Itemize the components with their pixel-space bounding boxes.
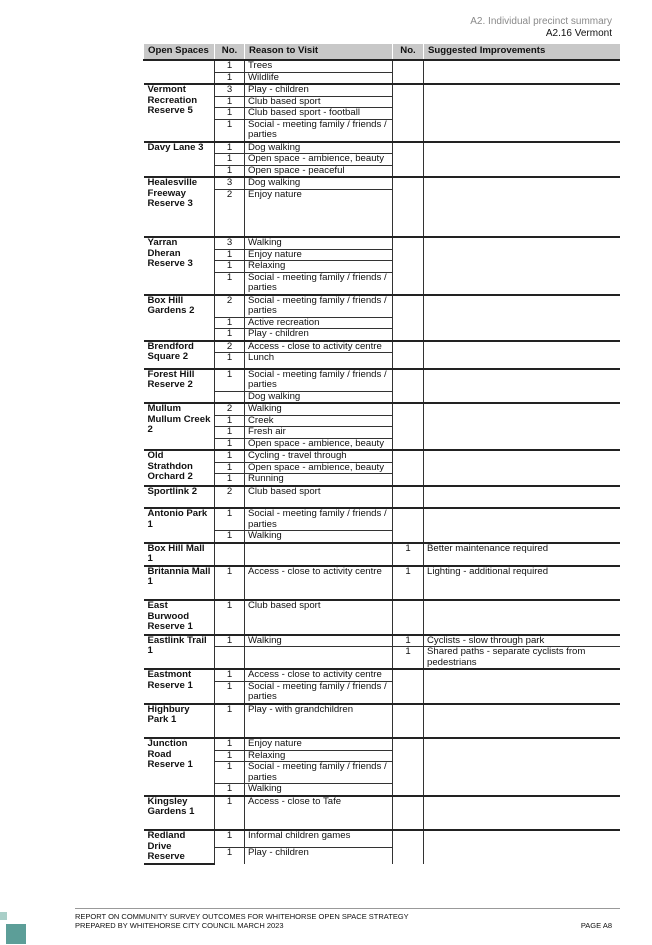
reason-to-visit: Relaxing [245, 750, 393, 762]
improvement-count [393, 762, 424, 784]
improvement-count [393, 830, 424, 847]
open-space-name: Davy Lane 3 [144, 142, 215, 178]
table-row [144, 438, 621, 450]
footer [75, 912, 409, 930]
improvement-count [393, 531, 424, 543]
open-space-name: Eastmont Reserve 1 [144, 669, 215, 704]
visit-count: 1 [215, 329, 245, 341]
open-space-name: Mullum Mullum Creek 2 [144, 403, 215, 450]
visit-count: 1 [215, 635, 245, 647]
table-row [144, 154, 621, 166]
suggested-improvement [424, 427, 621, 439]
open-space-name: Kingsley Gardens 1 [144, 796, 215, 831]
suggested-improvement [424, 438, 621, 450]
improvement-count: 1 [393, 543, 424, 566]
suggested-improvement [424, 784, 621, 796]
visit-count: 1 [215, 681, 245, 704]
table-row [144, 647, 621, 670]
table-row [144, 762, 621, 784]
improvement-count [393, 474, 424, 486]
reason-to-visit: Running [245, 474, 393, 486]
table-row [144, 531, 621, 543]
table-row [144, 142, 621, 154]
open-space-name: Forest Hill Reserve 2 [144, 369, 215, 404]
suggested-improvement [424, 762, 621, 784]
table-row [144, 317, 621, 329]
suggested-improvement [424, 295, 621, 318]
table-row [144, 681, 621, 704]
open-space-name: Britannia Mall 1 [144, 566, 215, 601]
visit-count: 1 [215, 566, 245, 601]
improvement-count [393, 84, 424, 96]
table-row [144, 189, 621, 237]
table-row [144, 462, 621, 474]
open-space-name: Yarran Dheran Reserve 3 [144, 237, 215, 295]
reason-to-visit: Play - with grandchildren [245, 704, 393, 739]
visit-count: 1 [215, 96, 245, 108]
suggested-improvement [424, 508, 621, 531]
suggested-improvement [424, 486, 621, 509]
reason-to-visit: Social - meeting family / friends / parties [245, 272, 393, 295]
improvement-count [393, 249, 424, 261]
suggested-improvement [424, 738, 621, 750]
subsection-title: A2.16 Vermont [545, 28, 612, 39]
visit-count: 2 [215, 189, 245, 237]
improvement-count [393, 847, 424, 863]
reason-to-visit [245, 647, 393, 670]
suggested-improvement [424, 108, 621, 120]
section-title: A2. Individual precinct summary [470, 16, 612, 27]
visit-count: 2 [215, 295, 245, 318]
table-row [144, 600, 621, 635]
open-space-name: East Burwood Reserve 1 [144, 600, 215, 635]
table-row [144, 84, 621, 96]
improvement-count [393, 119, 424, 142]
suggested-improvement [424, 474, 621, 486]
open-space-name: Vermont Recreation Reserve 5 [144, 84, 215, 142]
improvement-count: 1 [393, 635, 424, 647]
table-row [144, 669, 621, 681]
reason-to-visit: Social - meeting family / friends / parties [245, 508, 393, 531]
visit-count: 1 [215, 830, 245, 847]
visit-count: 1 [215, 60, 245, 72]
reason-to-visit: Club based sport - football [245, 108, 393, 120]
suggested-improvement [424, 189, 621, 237]
table-row [144, 784, 621, 796]
improvement-count [393, 295, 424, 318]
improvement-count [393, 60, 424, 72]
improvement-count [393, 450, 424, 462]
visit-count: 1 [215, 272, 245, 295]
visit-count: 2 [215, 403, 245, 415]
visit-count [215, 543, 245, 566]
table-row [144, 704, 621, 739]
suggested-improvement [424, 796, 621, 831]
suggested-improvement [424, 84, 621, 96]
table-row [144, 750, 621, 762]
table-row [144, 165, 621, 177]
open-space-name: Eastlink Trail 1 [144, 635, 215, 670]
table-row [144, 847, 621, 863]
suggested-improvement: Shared paths - separate cyclists from pedestrians [424, 647, 621, 670]
open-space-name: Box Hill Mall 1 [144, 543, 215, 566]
improvement-count [393, 438, 424, 450]
suggested-improvement [424, 165, 621, 177]
table-row [144, 566, 621, 601]
visit-count: 3 [215, 237, 245, 249]
improvement-count [393, 353, 424, 369]
suggested-improvement: Lighting - additional required [424, 566, 621, 601]
suggested-improvement [424, 60, 621, 72]
visit-count: 3 [215, 84, 245, 96]
suggested-improvement [424, 669, 621, 681]
visit-count: 1 [215, 415, 245, 427]
table-row [144, 403, 621, 415]
improvement-count [393, 108, 424, 120]
table-row [144, 543, 621, 566]
reason-to-visit: Open space - peaceful [245, 165, 393, 177]
suggested-improvement [424, 142, 621, 154]
improvement-count [393, 329, 424, 341]
visit-count: 1 [215, 119, 245, 142]
table-row [144, 415, 621, 427]
reason-to-visit: Club based sport [245, 600, 393, 635]
col-no-visits: No. [215, 44, 245, 60]
improvement-count [393, 750, 424, 762]
visit-count: 1 [215, 508, 245, 531]
improvement-count [393, 142, 424, 154]
reason-to-visit: Dog walking [245, 177, 393, 189]
suggested-improvement [424, 177, 621, 189]
reason-to-visit: Active recreation [245, 317, 393, 329]
reason-to-visit: Enjoy nature [245, 738, 393, 750]
table-row [144, 391, 621, 403]
visit-count: 1 [215, 600, 245, 635]
table-row [144, 474, 621, 486]
reason-to-visit: Enjoy nature [245, 249, 393, 261]
suggested-improvement [424, 391, 621, 403]
open-space-name: Box Hill Gardens 2 [144, 295, 215, 341]
improvement-count [393, 462, 424, 474]
reason-to-visit: Play - children [245, 847, 393, 863]
reason-to-visit: Relaxing [245, 261, 393, 273]
reason-to-visit: Social - meeting family / friends / parties [245, 295, 393, 318]
improvement-count: 1 [393, 566, 424, 601]
reason-to-visit: Access - close to activity centre [245, 669, 393, 681]
reason-to-visit: Club based sport [245, 96, 393, 108]
visit-count: 1 [215, 474, 245, 486]
suggested-improvement: Cyclists - slow through park [424, 635, 621, 647]
col-no-improvements: No. [393, 44, 424, 60]
visit-count: 1 [215, 317, 245, 329]
visit-count: 1 [215, 669, 245, 681]
suggested-improvement [424, 369, 621, 392]
improvement-count [393, 96, 424, 108]
reason-to-visit: Access - close to activity centre [245, 566, 393, 601]
reason-to-visit: Access - close to Tafe [245, 796, 393, 831]
visit-count: 3 [215, 177, 245, 189]
improvement-count [393, 272, 424, 295]
open-spaces-table [143, 44, 620, 865]
reason-to-visit: Open space - ambience, beauty [245, 462, 393, 474]
improvement-count [393, 189, 424, 237]
reason-to-visit: Cycling - travel through [245, 450, 393, 462]
improvement-count [393, 738, 424, 750]
open-space-name [144, 60, 215, 84]
suggested-improvement [424, 341, 621, 353]
table-row [144, 237, 621, 249]
suggested-improvement [424, 154, 621, 166]
footer-divider [75, 908, 620, 909]
visit-count: 2 [215, 341, 245, 353]
table-row [144, 796, 621, 831]
visit-count [215, 647, 245, 670]
improvement-count [393, 369, 424, 392]
improvement-count [393, 341, 424, 353]
suggested-improvement [424, 272, 621, 295]
table-row [144, 427, 621, 439]
table-row [144, 261, 621, 273]
reason-to-visit: Walking [245, 635, 393, 647]
col-reason: Reason to Visit [245, 44, 393, 60]
table-row [144, 508, 621, 531]
table-row [144, 177, 621, 189]
improvement-count [393, 261, 424, 273]
table-row [144, 635, 621, 647]
visit-count: 1 [215, 438, 245, 450]
visit-count [215, 391, 245, 403]
col-improvements: Suggested Improvements [424, 44, 621, 60]
table-row [144, 830, 621, 847]
improvement-count [393, 784, 424, 796]
table-body [144, 60, 621, 864]
visit-count: 1 [215, 450, 245, 462]
visit-count: 1 [215, 738, 245, 750]
visit-count: 1 [215, 427, 245, 439]
visit-count: 1 [215, 369, 245, 392]
table-row [144, 369, 621, 392]
suggested-improvement [424, 249, 621, 261]
reason-to-visit: Access - close to activity centre [245, 341, 393, 353]
decor-square-large [6, 924, 26, 944]
visit-count: 1 [215, 462, 245, 474]
reason-to-visit: Play - children [245, 329, 393, 341]
table-row [144, 353, 621, 369]
visit-count: 1 [215, 249, 245, 261]
suggested-improvement [424, 96, 621, 108]
improvement-count [393, 669, 424, 681]
improvement-count [393, 796, 424, 831]
visit-count: 1 [215, 796, 245, 831]
improvement-count [393, 508, 424, 531]
reason-to-visit: Trees [245, 60, 393, 72]
table-row [144, 119, 621, 142]
visit-count: 1 [215, 784, 245, 796]
reason-to-visit: Social - meeting family / friends / parties [245, 762, 393, 784]
reason-to-visit: Wildlife [245, 72, 393, 84]
open-space-name: Sportlink 2 [144, 486, 215, 509]
table-row [144, 341, 621, 353]
visit-count: 1 [215, 108, 245, 120]
page-header [470, 16, 612, 40]
reason-to-visit: Play - children [245, 84, 393, 96]
improvement-count [393, 177, 424, 189]
reason-to-visit: Dog walking [245, 391, 393, 403]
open-space-name: Highbury Park 1 [144, 704, 215, 739]
open-space-name: Brendford Square 2 [144, 341, 215, 369]
improvement-count [393, 72, 424, 84]
reason-to-visit: Social - meeting family / friends / parties [245, 681, 393, 704]
suggested-improvement [424, 847, 621, 863]
reason-to-visit: Walking [245, 531, 393, 543]
improvement-count [393, 391, 424, 403]
table-row [144, 272, 621, 295]
footer-line-1: REPORT ON COMMUNITY SURVEY OUTCOMES FOR WHITEHORSE OPEN SPACE STRATEGY [75, 912, 409, 921]
suggested-improvement [424, 353, 621, 369]
table-row [144, 249, 621, 261]
reason-to-visit: Walking [245, 403, 393, 415]
suggested-improvement [424, 681, 621, 704]
suggested-improvement [424, 415, 621, 427]
reason-to-visit: Fresh air [245, 427, 393, 439]
improvement-count [393, 600, 424, 635]
suggested-improvement [424, 403, 621, 415]
improvement-count [393, 403, 424, 415]
suggested-improvement [424, 462, 621, 474]
reason-to-visit: Social - meeting family / friends / parties [245, 119, 393, 142]
reason-to-visit: Social - meeting family / friends / parties [245, 369, 393, 392]
open-space-name: Junction Road Reserve 1 [144, 738, 215, 796]
suggested-improvement [424, 450, 621, 462]
suggested-improvement [424, 830, 621, 847]
improvement-count: 1 [393, 647, 424, 670]
reason-to-visit: Open space - ambience, beauty [245, 154, 393, 166]
reason-to-visit: Lunch [245, 353, 393, 369]
visit-count: 2 [215, 486, 245, 509]
table-row [144, 72, 621, 84]
improvement-count [393, 681, 424, 704]
open-space-name: Redland Drive Reserve [144, 830, 215, 864]
improvement-count [393, 415, 424, 427]
reason-to-visit: Informal children games [245, 830, 393, 847]
improvement-count [393, 486, 424, 509]
reason-to-visit [245, 543, 393, 566]
improvement-count [393, 165, 424, 177]
suggested-improvement [424, 119, 621, 142]
suggested-improvement [424, 704, 621, 739]
suggested-improvement: Better maintenance required [424, 543, 621, 566]
suggested-improvement [424, 261, 621, 273]
col-open-spaces: Open Spaces [144, 44, 215, 60]
table-row [144, 450, 621, 462]
reason-to-visit: Walking [245, 784, 393, 796]
suggested-improvement [424, 317, 621, 329]
reason-to-visit: Enjoy nature [245, 189, 393, 237]
improvement-count [393, 427, 424, 439]
suggested-improvement [424, 750, 621, 762]
suggested-improvement [424, 72, 621, 84]
visit-count: 1 [215, 261, 245, 273]
open-space-name: Healesville Freeway Reserve 3 [144, 177, 215, 237]
visit-count: 1 [215, 142, 245, 154]
open-space-name: Old Strathdon Orchard 2 [144, 450, 215, 486]
visit-count: 1 [215, 750, 245, 762]
visit-count: 1 [215, 154, 245, 166]
suggested-improvement [424, 329, 621, 341]
reason-to-visit: Walking [245, 237, 393, 249]
suggested-improvement [424, 531, 621, 543]
reason-to-visit: Open space - ambience, beauty [245, 438, 393, 450]
reason-to-visit: Dog walking [245, 142, 393, 154]
reason-to-visit: Creek [245, 415, 393, 427]
suggested-improvement [424, 600, 621, 635]
footer-line-2: PREPARED BY WHITEHORSE CITY COUNCIL MARCH 2023 [75, 921, 284, 930]
table-row [144, 738, 621, 750]
page-number: PAGE A8 [580, 921, 612, 930]
table-row [144, 486, 621, 509]
table-row [144, 60, 621, 72]
visit-count: 1 [215, 762, 245, 784]
reason-to-visit: Club based sport [245, 486, 393, 509]
table-row [144, 329, 621, 341]
visit-count: 1 [215, 704, 245, 739]
visit-count: 1 [215, 72, 245, 84]
table-row [144, 96, 621, 108]
improvement-count [393, 154, 424, 166]
improvement-count [393, 237, 424, 249]
visit-count: 1 [215, 353, 245, 369]
open-space-name: Antonio Park 1 [144, 508, 215, 543]
table-row [144, 295, 621, 318]
table-row [144, 108, 621, 120]
visit-count: 1 [215, 531, 245, 543]
table-header-row [144, 44, 621, 60]
visit-count: 1 [215, 165, 245, 177]
improvement-count [393, 317, 424, 329]
suggested-improvement [424, 237, 621, 249]
improvement-count [393, 704, 424, 739]
decor-square-small [0, 912, 7, 920]
visit-count: 1 [215, 847, 245, 863]
